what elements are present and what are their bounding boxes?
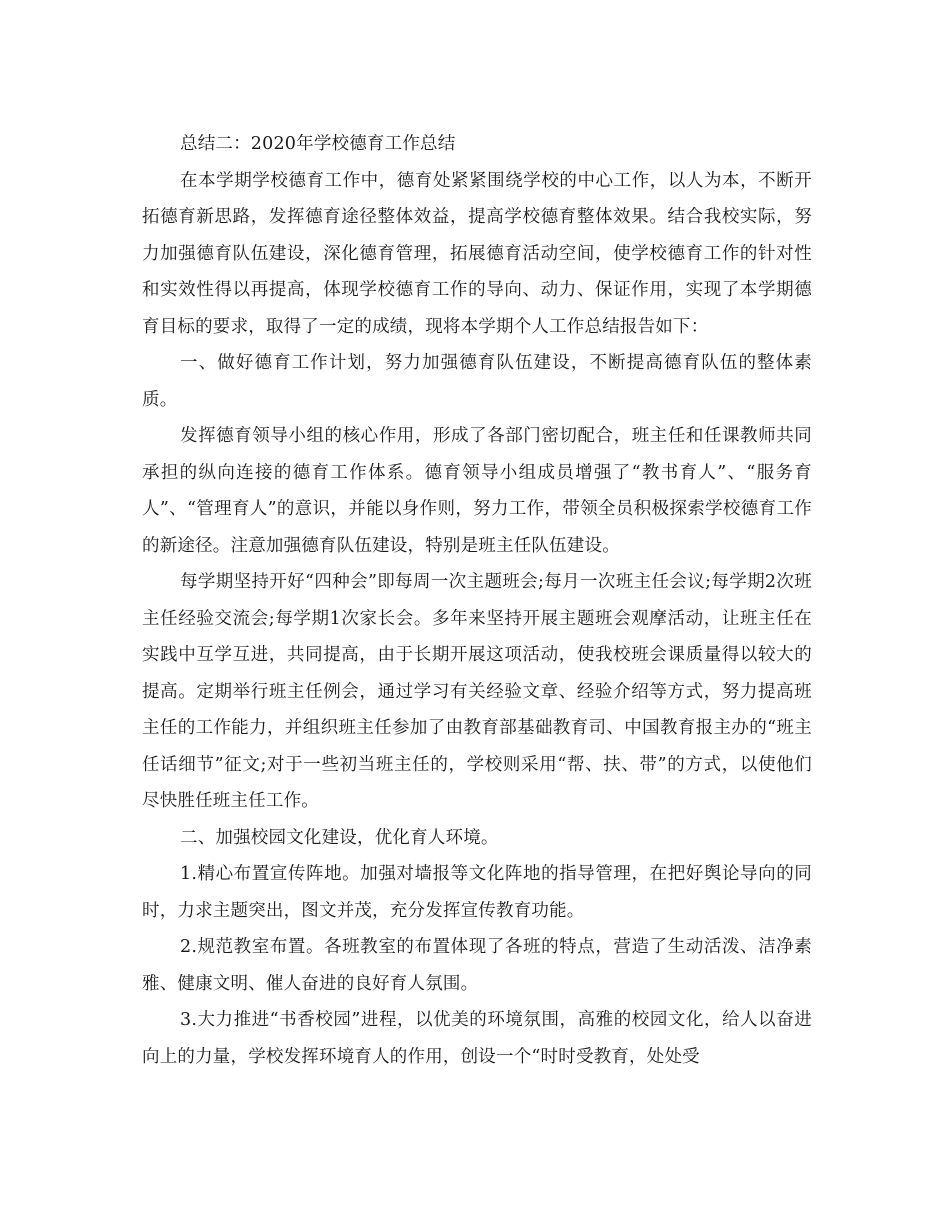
paragraph-leadership: 发挥德育领导小组的核心作用，形成了各部门密切配合，班主任和任课教师共同承担的纵向连接的德育工作体系。德育领导小组成员增强了“教书育人”、“服务育人”、“管理育人”的意识，并能以身作则，努力工作，带领全员积极探索学校德育工作的新途径。注意加强德育队伍建设，特别是班主任队伍建设。 [142,426,812,556]
list-item-3: 3.大力推进“书香校园”进程，以优美的环境氛围，高雅的校园文化，给人以奋进向上的力量，学校发挥环境育人的作用，创设一个“时时受教育，处处受 [142,1010,812,1067]
list-item-2: 2.规范教室布置。各班教室的布置体现了各班的特点，营造了生动活泼、洁净素雅、健康文明、催人奋进的良好育人氛围。 [142,937,812,994]
paragraph-meetings: 每学期坚持开好“四种会”即每周一次主题班会;每月一次班主任会议;每学期2次班主任经验交流会;每学期1次家长会。多年来坚持开展主题班会观摩活动，让班主任在实践中互学互进，共同提高，由于长期开展这项活动，使我校班会课质量得以较大的提高。定期举行班主任例会，通过学习有关经验文章、经验介绍等方式，努力提高班主任的工作能力，并组织班主任参加了由教育部基础教育司、中国教育报主办的“班主任话细节”征文;对于一些初当班主任的，学校则采用“帮、扶、带”的方式，以使他们尽快胜任班主任工作。 [142,572,812,811]
section-heading-2: 二、加强校园文化建设，优化育人环境。 [180,827,499,848]
section-heading-1: 一、做好德育工作计划，努力加强德育队伍建设，不断提高德育队伍的整体素质。 [142,353,812,410]
document-body [142,126,812,1075]
document-title: 总结二：2020年学校德育工作总结 [180,134,456,154]
paragraph-intro: 在本学期学校德育工作中，德育处紧紧围绕学校的中心工作，以人为本，不断开拓德育新思路，发挥德育途径整体效益，提高学校德育整体效果。结合我校实际，努力加强德育队伍建设，深化德育管理，拓展德育活动空间，使学校德育工作的针对性和实效性得以再提高，体现学校德育工作的导向、动力、保证作用，实现了本学期德育目标的要求，取得了一定的成绩，现将本学期个人工作总结报告如下： [142,170,812,337]
list-item-1: 1.精心布置宣传阵地。加强对墙报等文化阵地的指导管理，在把好舆论导向的同时，力求主题突出，图文并茂，充分发挥宣传教育功能。 [142,864,812,921]
